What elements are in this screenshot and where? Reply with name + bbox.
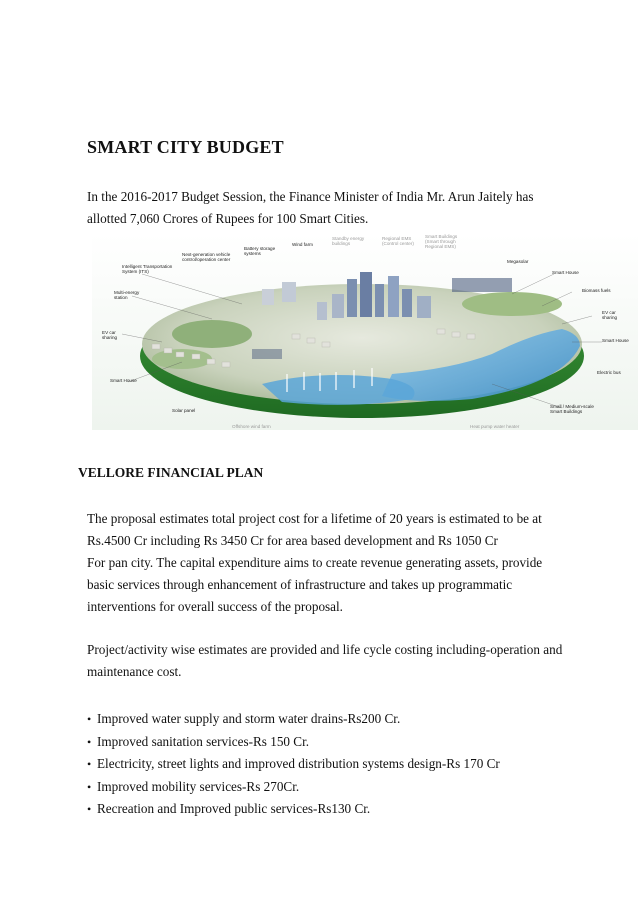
budget-bullet-list	[87, 708, 500, 821]
list-item: • Electricity, street lights and improved distribution systems design-Rs 170 Cr	[87, 753, 500, 776]
svg-text:Megasolar: Megasolar	[507, 259, 529, 264]
list-item: • Improved mobility services-Rs 270Cr.	[87, 776, 500, 799]
text-line: Rs.4500 Cr including Rs 3450 Cr for area based development and Rs 1050 Cr	[87, 533, 498, 548]
financial-plan-paragraph	[87, 508, 587, 618]
text-line: interventions for overall success of the proposal.	[87, 599, 343, 614]
svg-text:Solar panel: Solar panel	[172, 408, 196, 413]
smart-city-illustration	[92, 234, 638, 430]
svg-text:Offshore wind farm: Offshore wind farm	[232, 424, 271, 429]
list-item: • Improved sanitation services-Rs 150 Cr.	[87, 731, 500, 754]
svg-text:Next-generation vehicle: Next-generation vehicle	[182, 252, 231, 257]
svg-text:(Control center): (Control center)	[382, 241, 414, 246]
intro-text: In the 2016-2017 Budget Session, the Finance Minister of India Mr. Arun Jaitely has allotted 7,060 Crores of Rupees for 100 Smart Cities.	[87, 189, 534, 226]
svg-text:Wind farm: Wind farm	[292, 242, 313, 247]
svg-text:Multi-energy: Multi-energy	[114, 290, 140, 295]
svg-text:sharing: sharing	[602, 315, 618, 320]
svg-text:Heat pump water heater: Heat pump water heater	[470, 424, 520, 429]
text-line: maintenance cost.	[87, 664, 182, 679]
svg-text:Smart Buildings: Smart Buildings	[425, 234, 458, 239]
svg-text:control/operation center: control/operation center	[182, 257, 231, 262]
svg-text:buildings: buildings	[332, 241, 351, 246]
svg-text:Smart House: Smart House	[602, 338, 629, 343]
text-line: basic services through enhancement of infrastructure and takes up programmatic	[87, 577, 513, 592]
svg-text:(Smart through: (Smart through	[425, 239, 456, 244]
list-item: • Recreation and Improved public services-Rs130 Cr.	[87, 798, 500, 821]
svg-text:station: station	[114, 295, 128, 300]
text-line: For pan city. The capital expenditure aims to create revenue generating assets, provide	[87, 555, 543, 570]
svg-text:EV car: EV car	[602, 310, 616, 315]
svg-text:Battery storage: Battery storage	[244, 246, 276, 251]
svg-text:Small / Medium-scale: Small / Medium-scale	[550, 404, 594, 409]
svg-text:systems: systems	[244, 251, 261, 256]
page-title: SMART CITY BUDGET	[87, 137, 284, 157]
estimates-paragraph	[87, 639, 587, 683]
svg-text:Smart House: Smart House	[110, 378, 137, 383]
text-line: The proposal estimates total project cost for a lifetime of 20 years is estimated to be at	[87, 511, 542, 526]
svg-text:Regional EMS): Regional EMS)	[425, 244, 456, 249]
section-heading: VELLORE FINANCIAL PLAN	[78, 465, 264, 480]
svg-text:Smart Buildings: Smart Buildings	[550, 409, 583, 414]
svg-text:sharing: sharing	[102, 335, 118, 340]
svg-text:System (ITS): System (ITS)	[122, 269, 149, 274]
svg-text:Intelligent Transportation: Intelligent Transportation	[122, 264, 173, 269]
svg-text:Electric bus: Electric bus	[597, 370, 621, 375]
intro-paragraph	[87, 186, 567, 230]
svg-text:Biomass fuels: Biomass fuels	[582, 288, 611, 293]
svg-text:Standby energy: Standby energy	[332, 236, 365, 241]
svg-text:Smart House: Smart House	[552, 270, 579, 275]
text-line: Project/activity wise estimates are provided and life cycle costing including-operation and	[87, 642, 563, 657]
svg-text:EV car: EV car	[102, 330, 116, 335]
list-item: • Improved water supply and storm water drains-Rs200 Cr.	[87, 708, 500, 731]
svg-text:Regional EMS: Regional EMS	[382, 236, 412, 241]
